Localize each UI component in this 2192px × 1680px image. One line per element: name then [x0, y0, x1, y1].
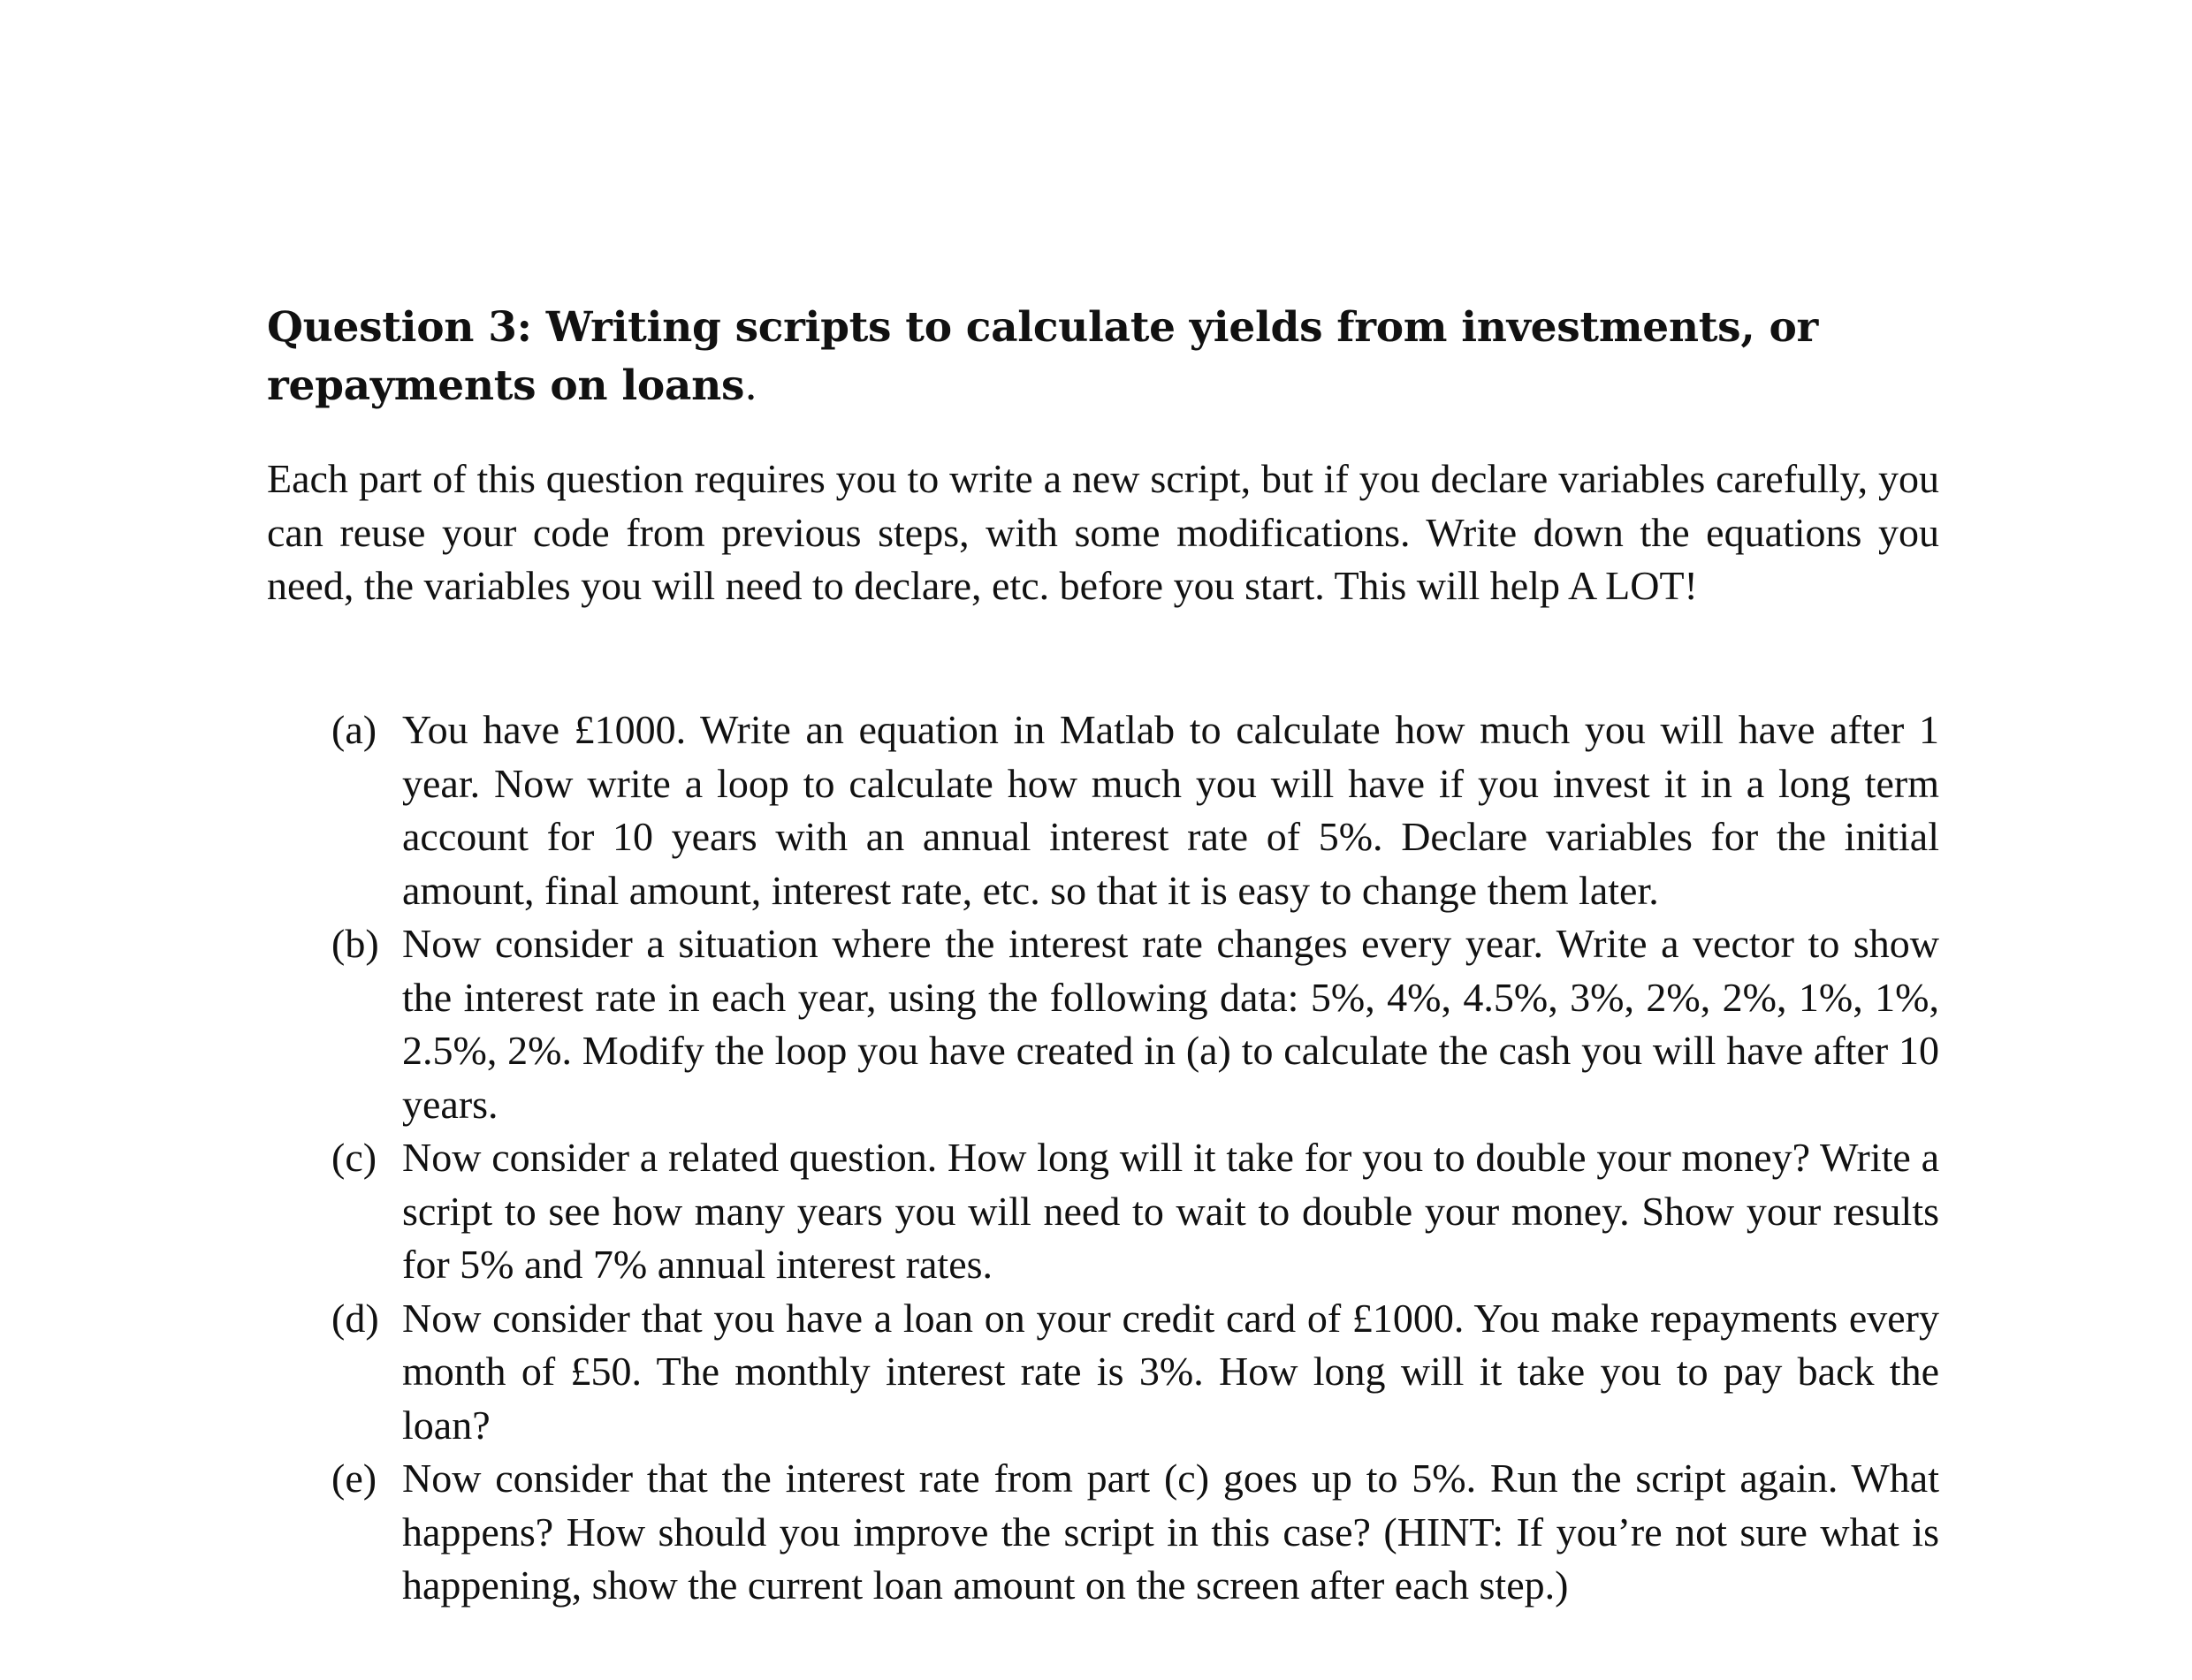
- question-title: [267, 299, 1946, 415]
- part-e-text: Now consider that the interest rate from part (c) goes up to 5%. Run the script again. What happens? How should you improve the script in this case? (HINT: If you’re not sure what is happening, show the current loan amount on the screen after each step.): [402, 1456, 1939, 1608]
- intro-paragraph: Each part of this question requires you to write a new script, but if you declare variables carefully, you can reuse your code from previous steps, with some modifications. Write down the equations you need, the variables you will need to declare, etc. before you start. This will help A LOT!: [267, 456, 1939, 608]
- question-title-text: Question 3: Writing scripts to calculate yields from investments, or repayments on loans: [267, 303, 1818, 410]
- part-d-label: (d): [331, 1295, 379, 1341]
- part-c-text: Now consider a related question. How long will it take for you to double your money? Write a script to see how many years you will need to wait to double your money. Show your results for 5% and 7% annual interest rates.: [402, 1135, 1939, 1287]
- list-item: [331, 1292, 1939, 1453]
- list-item: [331, 703, 1939, 917]
- part-a-label: (a): [331, 707, 377, 752]
- part-d-text: Now consider that you have a loan on your credit card of £1000. You make repayments every month of £50. The monthly interest rate is 3%. How long will it take you to pay back the loan?: [402, 1295, 1939, 1448]
- part-c-label: (c): [331, 1135, 377, 1180]
- part-e-label: (e): [331, 1456, 377, 1501]
- list-item: [331, 1131, 1939, 1292]
- part-a-text: You have £1000. Write an equation in Matlab to calculate how much you will have after 1 year. Now write a loop to calculate how much you will have if you invest it in a long term account for 10 years with an annual interest rate of 5%. Declare variables for the initial amount, final amount, interest rate, etc. so that it is easy to change them later.: [402, 707, 1939, 913]
- question-title-period: .: [744, 361, 757, 410]
- question-parts-list: [331, 703, 1939, 1613]
- part-b-label: (b): [331, 921, 379, 966]
- part-b-text: Now consider a situation where the interest rate changes every year. Write a vector to show the interest rate in each year, using the following data: 5%, 4%, 4.5%, 3%, 2%, 2%, 1%, 1%, 2.5%, 2%. Modify the loop you have created in (a) to calculate the cash you will have after 10 years.: [402, 921, 1939, 1127]
- list-item: [331, 917, 1939, 1131]
- list-item: [331, 1452, 1939, 1613]
